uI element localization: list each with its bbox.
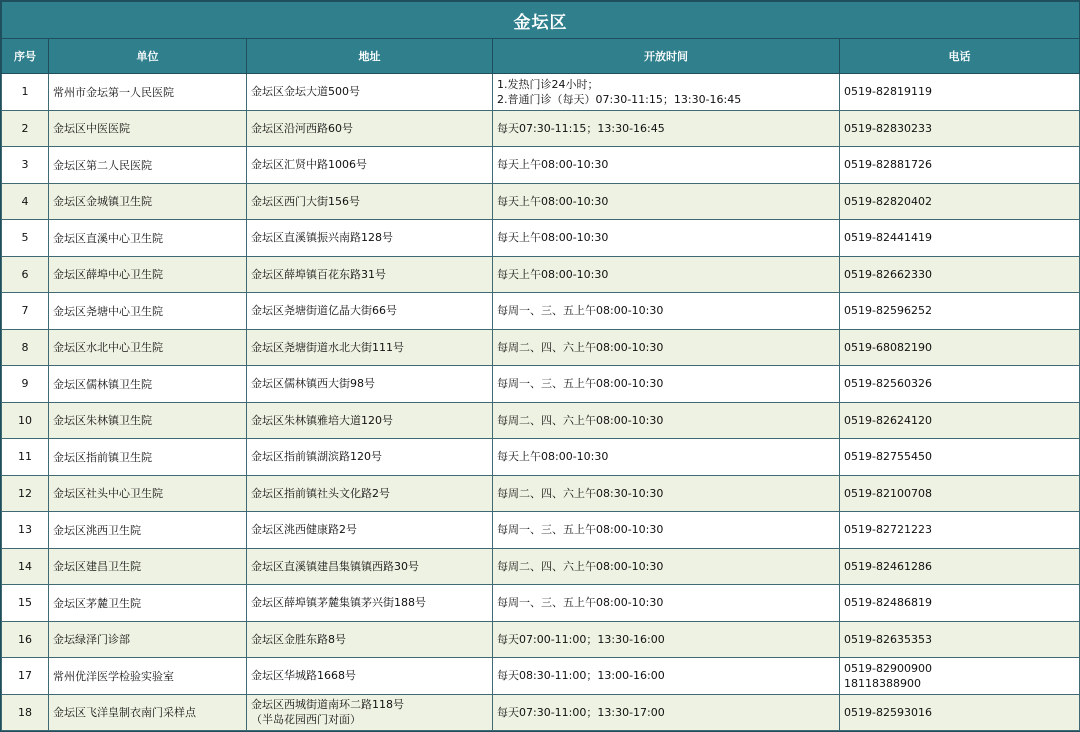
- row-index: 7: [2, 293, 49, 330]
- row-index: 16: [2, 621, 49, 658]
- row-hours: [493, 548, 840, 585]
- row-address-line: 金坛区指前镇社头文化路2号: [251, 486, 390, 500]
- row-hours-line: 每周一、三、五上午08:00-10:30: [497, 377, 664, 391]
- row-address-line: 金坛区西城街道南环二路118号: [251, 698, 404, 712]
- row-address: [247, 658, 493, 695]
- row-phone-line: 0519-82662330: [844, 267, 932, 281]
- row-address: [247, 74, 493, 111]
- row-hours-line: 每天07:30-11:00；13:30-17:00: [497, 705, 665, 719]
- row-hours: [493, 293, 840, 330]
- table-row: [2, 329, 1080, 366]
- header-address: 地址: [247, 39, 493, 74]
- row-hours-line: 每天上午08:00-10:30: [497, 267, 609, 281]
- row-hours: [493, 220, 840, 257]
- row-hours-line: 每周二、四、六上午08:30-10:30: [497, 486, 664, 500]
- row-unit: 金坛绿泽门诊部: [49, 621, 247, 658]
- row-address-line: 金坛区西门大街156号: [251, 194, 360, 208]
- row-phone: [840, 147, 1080, 184]
- table-row: [2, 548, 1080, 585]
- row-address: [247, 402, 493, 439]
- row-phone-line: 0519-82820402: [844, 194, 932, 208]
- row-phone: [840, 512, 1080, 549]
- row-phone: [840, 110, 1080, 147]
- row-hours: [493, 475, 840, 512]
- row-address: [247, 585, 493, 622]
- row-unit: 金坛区薛埠中心卫生院: [49, 256, 247, 293]
- row-phone: [840, 585, 1080, 622]
- table-row: [2, 439, 1080, 476]
- row-phone-line: 0519-82560326: [844, 377, 932, 391]
- table-body: [2, 74, 1080, 731]
- row-address-line: 金坛区直溪镇建昌集镇镇西路30号: [251, 559, 419, 573]
- table-row: [2, 183, 1080, 220]
- row-address: [247, 512, 493, 549]
- row-unit: 金坛区建昌卫生院: [49, 548, 247, 585]
- row-unit: 金坛区第二人民医院: [49, 147, 247, 184]
- row-index: 14: [2, 548, 49, 585]
- row-phone: [840, 293, 1080, 330]
- row-address: [247, 293, 493, 330]
- table-row: [2, 147, 1080, 184]
- row-phone-line: 0519-82881726: [844, 158, 932, 172]
- row-address-line: 金坛区金胜东路8号: [251, 632, 346, 646]
- row-address-line: 金坛区洮西健康路2号: [251, 523, 357, 537]
- row-phone: [840, 402, 1080, 439]
- row-unit: 金坛区社头中心卫生院: [49, 475, 247, 512]
- table-row: [2, 621, 1080, 658]
- row-address-line: 金坛区儒林镇西大街98号: [251, 377, 375, 391]
- row-index: 15: [2, 585, 49, 622]
- row-phone-line: 0519-82593016: [844, 705, 932, 719]
- row-phone: [840, 658, 1080, 695]
- row-phone-line: 0519-82596252: [844, 304, 932, 318]
- row-phone: [840, 439, 1080, 476]
- row-phone-line: 0519-82624120: [844, 413, 932, 427]
- row-hours: [493, 439, 840, 476]
- row-phone-line: 0519-82486819: [844, 596, 932, 610]
- row-address: [247, 329, 493, 366]
- table-row: [2, 402, 1080, 439]
- row-phone: [840, 220, 1080, 257]
- table-row: [2, 585, 1080, 622]
- row-phone: [840, 329, 1080, 366]
- row-address: [247, 110, 493, 147]
- row-phone-line: 0519-68082190: [844, 340, 932, 354]
- row-address-line: （半岛花园西门对面）: [251, 713, 361, 727]
- row-address-line: 金坛区薛埠镇百花东路31号: [251, 267, 386, 281]
- row-hours: [493, 110, 840, 147]
- header-phone: 电话: [840, 39, 1080, 74]
- row-hours-line: 每天上午08:00-10:30: [497, 158, 609, 172]
- header-index: 序号: [2, 39, 49, 74]
- row-address-line: 金坛区指前镇湖滨路120号: [251, 450, 382, 464]
- row-index: 18: [2, 694, 49, 731]
- row-address: [247, 475, 493, 512]
- row-phone-line: 0519-82635353: [844, 632, 932, 646]
- row-hours: [493, 512, 840, 549]
- row-unit: 金坛区洮西卫生院: [49, 512, 247, 549]
- row-address: [247, 147, 493, 184]
- row-unit: 金坛区水北中心卫生院: [49, 329, 247, 366]
- row-address-line: 金坛区薛埠镇茅麓集镇茅兴街188号: [251, 596, 426, 610]
- row-address-line: 金坛区金坛大道500号: [251, 85, 360, 99]
- table-row: [2, 256, 1080, 293]
- row-unit: 金坛区金城镇卫生院: [49, 183, 247, 220]
- row-address-line: 金坛区尧塘街道水北大街111号: [251, 340, 404, 354]
- row-address: [247, 183, 493, 220]
- row-index: 13: [2, 512, 49, 549]
- row-hours: [493, 147, 840, 184]
- table-row: [2, 475, 1080, 512]
- row-hours: [493, 366, 840, 403]
- table-row: [2, 512, 1080, 549]
- row-phone: [840, 621, 1080, 658]
- row-phone: [840, 366, 1080, 403]
- row-hours-line: 每天上午08:00-10:30: [497, 194, 609, 208]
- row-address-line: 金坛区沿河西路60号: [251, 121, 353, 135]
- row-address-line: 金坛区华城路1668号: [251, 669, 356, 683]
- row-unit: 金坛区直溪中心卫生院: [49, 220, 247, 257]
- row-address-line: 金坛区尧塘街道亿晶大街66号: [251, 304, 397, 318]
- row-address-line: 金坛区汇贤中路1006号: [251, 158, 367, 172]
- row-index: 2: [2, 110, 49, 147]
- row-hours: [493, 256, 840, 293]
- row-index: 12: [2, 475, 49, 512]
- row-hours: [493, 621, 840, 658]
- row-index: 4: [2, 183, 49, 220]
- row-index: 10: [2, 402, 49, 439]
- row-hours: [493, 585, 840, 622]
- row-index: 8: [2, 329, 49, 366]
- row-address: [247, 256, 493, 293]
- row-hours-line: 每周一、三、五上午08:00-10:30: [497, 596, 664, 610]
- row-index: 9: [2, 366, 49, 403]
- row-hours: [493, 658, 840, 695]
- row-hours-line: 每天上午08:00-10:30: [497, 231, 609, 245]
- row-unit: 金坛区儒林镇卫生院: [49, 366, 247, 403]
- row-hours-line: 2.普通门诊（每天）07:30-11:15；13:30-16:45: [497, 92, 742, 106]
- row-hours-line: 每周一、三、五上午08:00-10:30: [497, 304, 664, 318]
- row-hours-line: 每周二、四、六上午08:00-10:30: [497, 413, 664, 427]
- row-phone: [840, 548, 1080, 585]
- table-row: [2, 658, 1080, 695]
- row-hours-line: 每天08:30-11:00；13:00-16:00: [497, 669, 665, 683]
- row-address: [247, 220, 493, 257]
- row-index: 1: [2, 74, 49, 111]
- row-hours-line: 每天07:30-11:15；13:30-16:45: [497, 121, 665, 135]
- row-hours: [493, 329, 840, 366]
- row-address: [247, 548, 493, 585]
- row-address: [247, 694, 493, 731]
- row-phone-line: 0519-82441419: [844, 231, 932, 245]
- table-row: [2, 74, 1080, 111]
- row-hours: [493, 402, 840, 439]
- row-hours: [493, 694, 840, 731]
- row-phone-line: 0519-82900900: [844, 661, 932, 675]
- row-address-line: 金坛区直溪镇振兴南路128号: [251, 231, 393, 245]
- row-index: 17: [2, 658, 49, 695]
- header-hours: 开放时间: [493, 39, 840, 74]
- row-unit: 金坛区中医医院: [49, 110, 247, 147]
- row-unit: 常州市金坛第一人民医院: [49, 74, 247, 111]
- row-address: [247, 439, 493, 476]
- row-hours-line: 每周二、四、六上午08:00-10:30: [497, 559, 664, 573]
- row-phone-line: 0519-82755450: [844, 450, 932, 464]
- row-unit: 金坛区飞洋皇制衣南门采样点: [49, 694, 247, 731]
- row-index: 11: [2, 439, 49, 476]
- row-phone: [840, 183, 1080, 220]
- table-row: [2, 110, 1080, 147]
- row-hours-line: 1.发热门诊24小时；: [497, 77, 599, 91]
- row-hours: [493, 183, 840, 220]
- row-phone: [840, 475, 1080, 512]
- row-phone-line: 0519-82100708: [844, 486, 932, 500]
- row-hours-line: 每周二、四、六上午08:00-10:30: [497, 340, 664, 354]
- row-phone: [840, 694, 1080, 731]
- row-phone: [840, 74, 1080, 111]
- row-phone-line: 0519-82819119: [844, 85, 932, 99]
- row-unit: 金坛区尧塘中心卫生院: [49, 293, 247, 330]
- row-index: 3: [2, 147, 49, 184]
- table-row: [2, 366, 1080, 403]
- row-phone-line: 0519-82461286: [844, 559, 932, 573]
- row-unit: 常州优洋医学检验实验室: [49, 658, 247, 695]
- row-phone-line: 18118388900: [844, 676, 921, 690]
- table-title: 金坛区: [2, 2, 1080, 39]
- row-hours: [493, 74, 840, 111]
- table-row: [2, 220, 1080, 257]
- row-address: [247, 621, 493, 658]
- table-row: [2, 694, 1080, 731]
- row-address: [247, 366, 493, 403]
- row-hours-line: 每周一、三、五上午08:00-10:30: [497, 523, 664, 537]
- row-unit: 金坛区指前镇卫生院: [49, 439, 247, 476]
- header-unit: 单位: [49, 39, 247, 74]
- row-index: 5: [2, 220, 49, 257]
- row-unit: 金坛区茅麓卫生院: [49, 585, 247, 622]
- row-address-line: 金坛区朱林镇雅培大道120号: [251, 413, 393, 427]
- row-phone: [840, 256, 1080, 293]
- row-hours-line: 每天07:00-11:00；13:30-16:00: [497, 632, 665, 646]
- clinic-table: [1, 1, 1080, 731]
- row-phone-line: 0519-82721223: [844, 523, 932, 537]
- row-index: 6: [2, 256, 49, 293]
- row-hours-line: 每天上午08:00-10:30: [497, 450, 609, 464]
- row-phone-line: 0519-82830233: [844, 121, 932, 135]
- row-unit: 金坛区朱林镇卫生院: [49, 402, 247, 439]
- table-row: [2, 293, 1080, 330]
